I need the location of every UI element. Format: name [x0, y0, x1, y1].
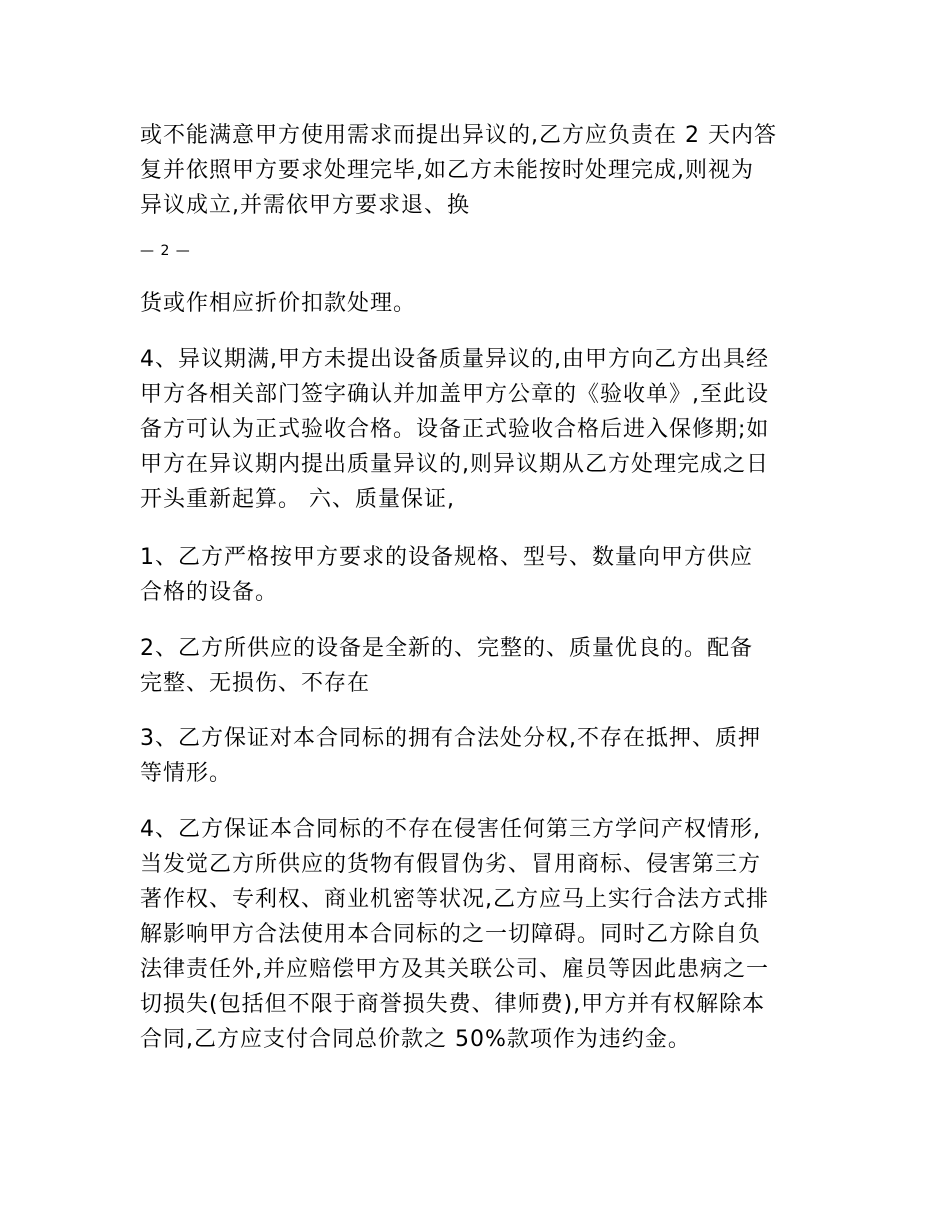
text-line: 甲方在异议期内提出质量异议的,则异议期从乙方处理完成之日 [140, 452, 769, 477]
text-line: 复并依照甲方要求处理完毕,如乙方未能按时处理完成,则视为 [140, 158, 754, 183]
text-line: 备方可认为正式验收合格。设备正式验收合格后进入保修期;如 [140, 417, 770, 442]
text-line: 货或作相应折价扣款处理。 [140, 291, 417, 316]
text-line: 合格的设备。 [140, 580, 279, 605]
paragraph-quality-3 [140, 721, 820, 791]
paragraph-quality-2 [140, 631, 820, 701]
text-line: 3、乙方保证对本合同标的拥有合法处分权,不存在抵押、质押 [140, 726, 761, 751]
text-line: 当发觉乙方所供应的货物有假冒伪劣、冒用商标、侵害第三方 [140, 852, 762, 877]
text-line: 甲方各相关部门签字确认并加盖甲方公章的《验收单》,至此设 [140, 382, 769, 407]
text-line: 解影响甲方合法使用本合同标的之一切障碍。同时乙方除自负 [140, 922, 762, 947]
text-line: 4、乙方保证本合同标的不存在侵害任何第三方学问产权情形, [140, 817, 761, 842]
paragraph-quality-4 [140, 812, 820, 1057]
text-line: 2、乙方所供应的设备是全新的、完整的、质量优良的。配备 [140, 636, 753, 661]
text-line: 1、乙方严格按甲方要求的设备规格、型号、数量向甲方供应 [140, 545, 753, 570]
text-line: 完整、无损伤、不存在 [140, 671, 371, 696]
paragraph-objection-reply [140, 118, 820, 223]
paragraph-discount-handling [140, 286, 820, 321]
text-line: 等情形。 [140, 761, 233, 786]
text-line: 著作权、专利权、商业机密等状况,乙方应马上实行合法方式排 [140, 887, 769, 912]
page-number: — 2 — [140, 243, 191, 259]
text-line: 4、异议期满,甲方未提出设备质量异议的,由甲方向乙方出具经 [140, 347, 769, 372]
paragraph-quality-1 [140, 540, 820, 610]
paragraph-objection-period [140, 342, 820, 517]
text-line: 异议成立,并需依甲方要求退、换 [140, 193, 470, 218]
text-line: 法律责任外,并应赔偿甲方及其关联公司、雇员等因此患病之一 [140, 957, 769, 982]
text-line: 切损失(包括但不限于商誉损失费、律师费),甲方并有权解除本 [140, 992, 766, 1017]
text-line: 开头重新起算。 六、质量保证, [140, 487, 455, 512]
text-line: 合同,乙方应支付合同总价款之 50%款项作为违约金。 [140, 1027, 691, 1052]
text-line: 或不能满意甲方使用需求而提出异议的,乙方应负责在 2 天内答 [140, 123, 777, 148]
